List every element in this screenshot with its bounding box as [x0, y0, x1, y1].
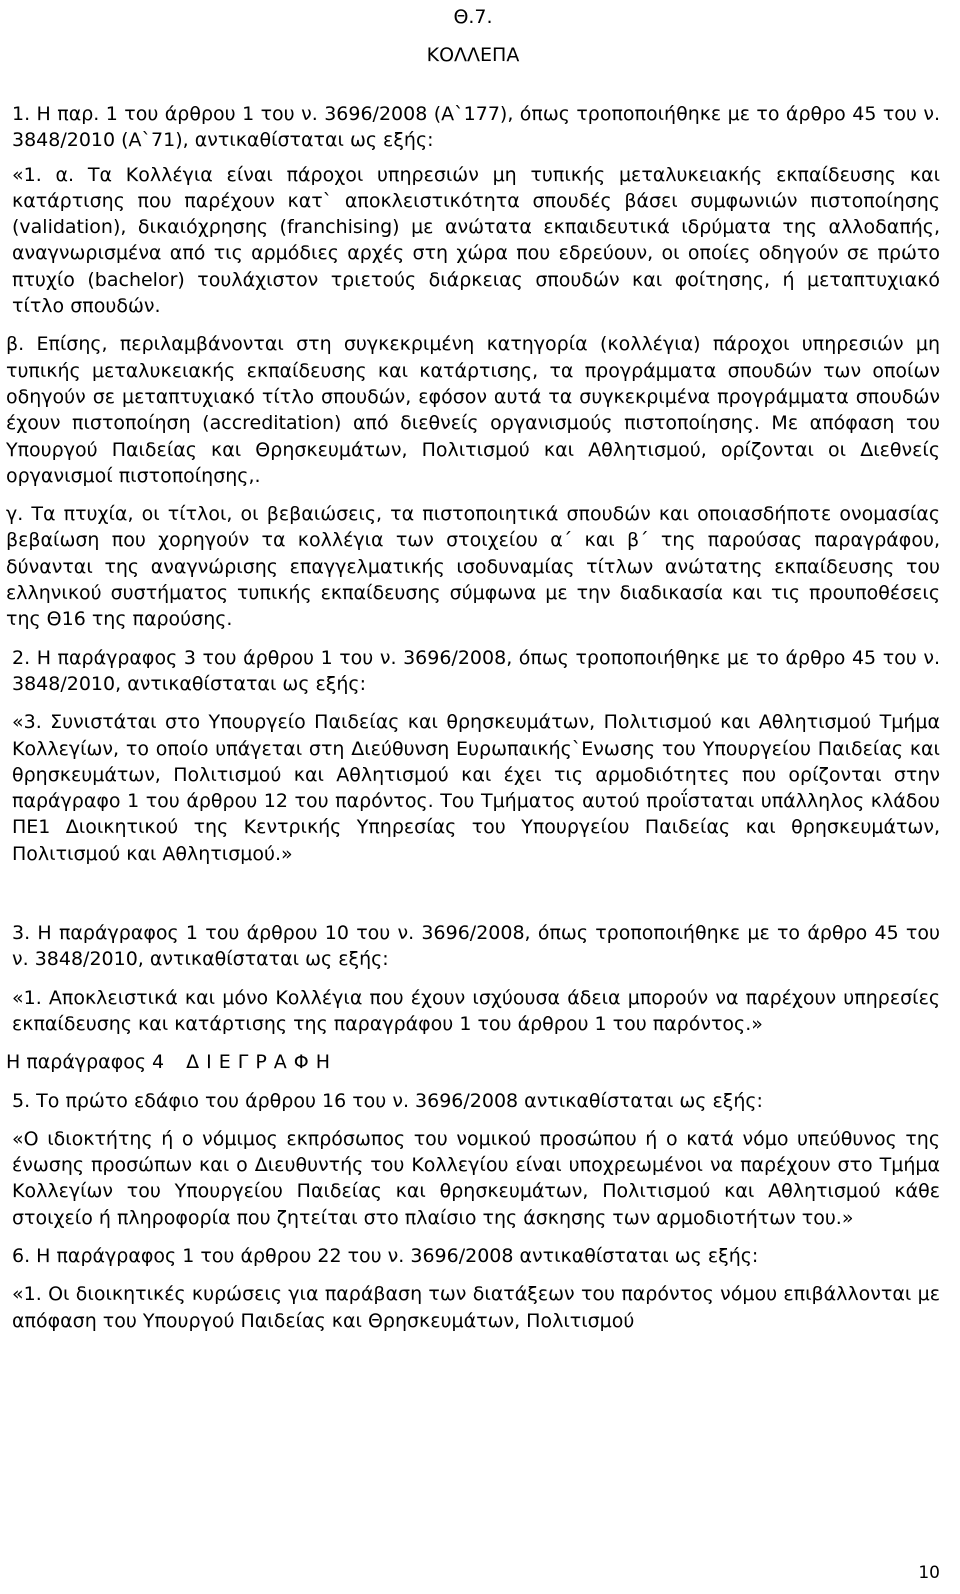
paragraph-amendment-3: 3. Η παράγραφος 1 του άρθρου 10 του ν. 3696/2008, όπως τροποποιήθηκε με το άρθρο 45 του ν. 3848/2010, αντικαθίσταται ως εξής: [12, 922, 940, 971]
paragraph-owner-obligations: «Ο ιδιοκτήτης ή ο νόμιμος εκπρόσωπος του νομικού προσώπου ή ο κατά νόμο υπεύθυνος της ένωσης προσώπων και ο Διευθυντής του Κολλεγίου είναι υποχρεωμένοι να παρέχουν στο Τμήμα Κολλεγίων του Υπουργείου Παιδείας και θρησκευμάτων, Πολιτισμού και Αθλητισμού κάθε στοιχείο ή πληροφορία που ζητείται στο πλαίσιο της άσκησης των αρμοδιοτήτων του.» [12, 1127, 940, 1229]
paragraph-article-3: «3. Συνιστάται στο Υπουργείο Παιδείας και θρησκευμάτων, Πολιτισμού και Αθλητισμού Τμήμα Κολλεγίων, το οποίο υπάγεται στη Διεύθυνση Ευρωπαικής`Ενωσης του Υπουργείου Παιδείας και θρησκευμάτων, Πολιτισμού και Αθλητισμού και έχει τις αρμοδιότητες που ορίζονται στην παράγραφο 1 του άρθρου 12 του παρόντος. Του Τμήματος αυτού προΐσταται υπάλληλος κλάδου ΠΕ1 Διοικητικού της Κεντρικής Υπηρεσίας του Υπουργείου Παιδείας και θρησκευμάτων, Πολιτισμού και Αθλητισμού.» [12, 711, 940, 865]
paragraph-amendment-6: 6. Η παράγραφος 1 του άρθρου 22 του ν. 3696/2008 αντικαθίσταται ως εξής: [12, 1244, 759, 1267]
deletion-word: ΔΙΕΓΡΑΦΗ [186, 1051, 338, 1074]
paragraph-amendment-1: 1. Η παρ. 1 του άρθρου 1 του ν. 3696/2008 (Α`177), όπως τροποποιήθηκε με το άρθρο 45 του ν. 3848/2010 (Α`71), αντικαθίσταται ως εξής: [12, 103, 940, 152]
page-number: 10 [918, 1563, 940, 1583]
paragraph-amendment-2: 2. Η παράγραφος 3 του άρθρου 1 του ν. 3696/2008, όπως τροποποιήθηκε με το άρθρο 45 του ν. 3848/2010, αντικαθίσταται ως εξής: [12, 646, 940, 695]
paragraph-subsection-b: β. Επίσης, περιλαμβάνονται στη συγκεκριμένη κατηγορία (κολλέγια) πάροχοι υπηρεσιών μη τυπικής μεταλυκειακής εκπαίδευσης και κατάρτισης, τα προγράμματα σπουδών των οποίων οδηγούν σε μεταπτυχιακό τίτλο σπουδών, εφόσον αυτά τα συγκεκριμένα προγράμματα σπουδών έχουν πιστοποίηση (accreditation) από διεθνείς οργανισμούς πιστοποίησης. Με απόφαση του Υπουργού Παιδείας και Θρησκευμάτων, Πολιτισμού και Αθλητισμού, ορίζονται οι Διεθνείς οργανισμοί πιστοποίησης,. [6, 333, 940, 487]
section-title: ΚΟΛΛΕΠΑ [426, 44, 520, 66]
paragraph-subsection-a: «1. α. Τα Κολλέγια είναι πάροχοι υπηρεσιών μη τυπικής μεταλυκειακής εκπαίδευσης και κατάρτισης που παρέχουν κατ` αποκλειστικότητα σπουδές βάσει συμφωνιών πιστοποίησης (validation), δικαιόχρησης (franchising) με ανώτατα εκπαιδευτικά ιδρύματα της αλλοδαπής, αναγνωρισμένα από τις αρμόδιες αρχές στη χώρα που εδρεύουν, οι οποίες οδηγούν σε πρώτο πτυχίο (bachelor) τουλάχιστον τριετούς διάρκειας σπουδών και φοίτησης, ή μεταπτυχιακό τίτλο σπουδών. [12, 163, 940, 318]
paragraph-deletion [6, 1049, 940, 1075]
paragraph-sanctions: «1. Οι διοικητικές κυρώσεις για παράβαση των διατάξεων του παρόντος νόμου επιβάλλονται με απόφαση του Υπουργού Παιδείας και Θρησκευμάτων, Πολιτισμού [12, 1283, 940, 1332]
section-number: Θ.7. [453, 6, 493, 28]
paragraph-amendment-5: 5. Το πρώτο εδάφιο του άρθρου 16 του ν. 3696/2008 αντικαθίσταται ως εξής: [12, 1089, 763, 1112]
paragraph-article-1-colleges: «1. Αποκλειστικά και μόνο Κολλέγια που έχουν ισχύουσα άδεια μπορούν να παρέχουν υπηρεσίες εκπαίδευσης και κατάρτισης της παραγράφου 1 του άρθρου 1 του παρόντος.» [12, 986, 940, 1035]
deletion-label: Η παράγραφος 4 [6, 1051, 165, 1074]
document-page [6, 0, 940, 1334]
paragraph-subsection-c: γ. Τα πτυχία, οι τίτλοι, οι βεβαιώσεις, τα πιστοποιητικά σπουδών και οποιασδήποτε ονομασίας βεβαίωση που χορηγούν τα κολλέγια των στοιχείου α΄ και β΄ της παρούσας παραγράφου, δύνανται της αναγνώρισης επαγγελματικής ισοδυναμίας τίτλων ανώτατης εκπαίδευσης του ελληνικού συστήματος τυπικής εκπαίδευσης σύμφωνα με την διαδικασία και τις προυποθέσεις της Θ16 της παρούσης. [6, 503, 940, 631]
